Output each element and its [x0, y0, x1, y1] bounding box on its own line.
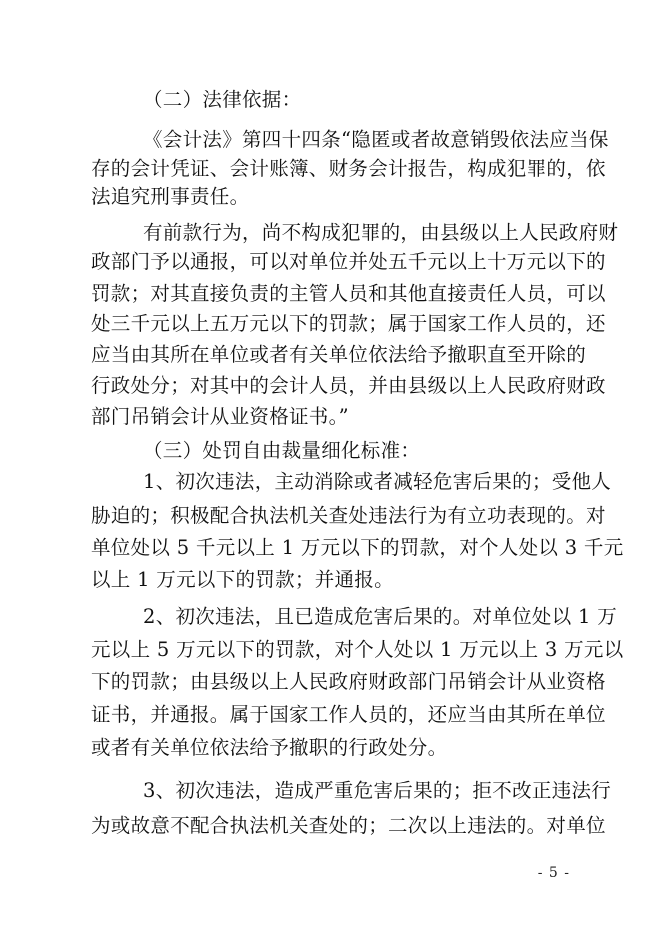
- paragraph-line: 或者有关单位依法给予撤职的行政处分。: [91, 736, 448, 759]
- page-number: - 5 -: [537, 865, 570, 881]
- paragraph-line: 1、初次违法，主动消除或者减轻危害后果的；受他人: [143, 470, 612, 493]
- paragraph-line: 《会计法》第四十四条“隐匿或者故意销毁依法应当保: [143, 128, 609, 151]
- paragraph-line: 行政处分；对其中的会计人员，并由县级以上人民政府财政: [91, 374, 606, 397]
- paragraph-line: 单位处以 5 千元以上 1 万元以下的罚款，对个人处以 3 千元: [91, 536, 624, 559]
- paragraph-line: 政部门予以通报，可以对单位并处五千元以上十万元以下的: [91, 250, 606, 273]
- paragraph-line: 胁迫的；积极配合执法机关查处违法行为有立功表现的。对: [91, 504, 606, 527]
- paragraph-line: 元以上 5 万元以下的罚款，对个人处以 1 万元以上 3 万元以: [91, 638, 624, 661]
- paragraph-line: 应当由其所在单位或者有关单位依法给予撤职直至开除的: [91, 343, 587, 366]
- paragraph-line: 以上 1 万元以下的罚款；并通报。: [91, 568, 394, 591]
- paragraph-line: 为或故意不配合执法机关查处的；二次以上违法的。对单位: [91, 814, 606, 837]
- paragraph-line: 证书，并通报。属于国家工作人员的，还应当由其所在单位: [91, 703, 606, 726]
- paragraph-line: 罚款；对其直接负责的主管人员和其他直接责任人员，可以: [91, 282, 606, 305]
- paragraph-line: 3、初次违法，造成严重危害后果的；拒不改正违法行: [143, 779, 612, 802]
- heading-legal-basis: （二）法律依据：: [143, 88, 302, 111]
- paragraph-line: 下的罚款；由县级以上人民政府财政部门吊销会计从业资格: [91, 670, 606, 693]
- paragraph-line: 有前款行为，尚不构成犯罪的，由县级以上人民政府财: [143, 221, 619, 244]
- paragraph-line: 存的会计凭证、会计账簿、财务会计报告，构成犯罪的，依: [91, 157, 606, 180]
- paragraph-line: 2、初次违法，且已造成危害后果的。对单位处以 1 万: [143, 605, 618, 628]
- paragraph-line: 法追究刑事责任。: [91, 185, 250, 208]
- paragraph-line: 部门吊销会计从业资格证书。”: [91, 405, 349, 428]
- paragraph-line: 处三千元以上五万元以下的罚款；属于国家工作人员的，还: [91, 312, 606, 335]
- heading-discretion-standards: （三）处罚自由裁量细化标准：: [143, 439, 421, 462]
